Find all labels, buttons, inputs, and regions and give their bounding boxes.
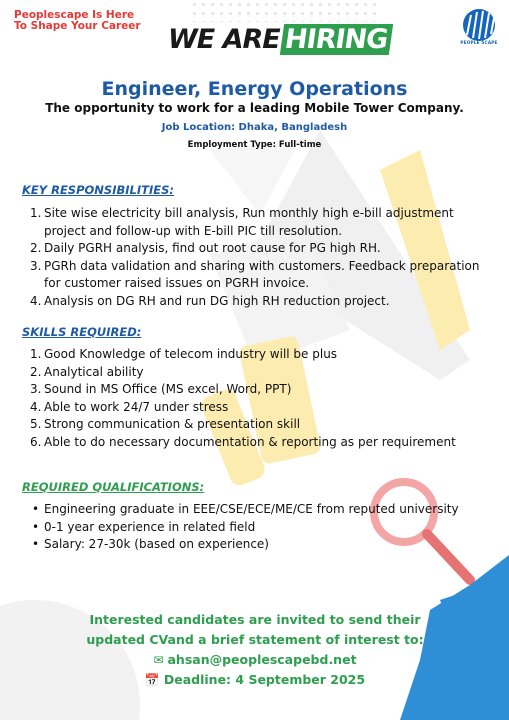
email-row bbox=[60, 650, 450, 670]
responsibilities-list bbox=[30, 205, 480, 310]
brand-line-1: Peoplescape Is Here bbox=[14, 9, 135, 21]
list-item: 1. Good Knowledge of telecom industry will be plus bbox=[30, 347, 338, 361]
we-are-text: WE ARE bbox=[168, 24, 280, 55]
list-item: 2. Analytical ability bbox=[30, 364, 144, 379]
responsibilities-heading: KEY RESPONSIBILITIES: bbox=[22, 183, 174, 197]
deadline-text: Deadline: 4 September 2025 bbox=[163, 672, 366, 687]
list-item: 5. Strong communication & presentation skill bbox=[30, 417, 301, 431]
job-title: Engineer, Energy Operations bbox=[101, 78, 408, 100]
hiring-badge: HIRING bbox=[280, 24, 394, 55]
list-item: • Engineering graduate in EEE/CSE/ECE/ME/CE from reputed university bbox=[32, 502, 459, 516]
list-item: • 0-1 year experience in related field bbox=[32, 519, 256, 534]
list-item: • Salary: 27-30k (based on experience) bbox=[32, 537, 269, 551]
brand-tagline bbox=[14, 10, 141, 32]
list-item: 3. PGRh data validation and sharing with customers. Feedback preparation for customer raised issues on PGRH invoice. bbox=[30, 258, 480, 290]
skills-list bbox=[30, 346, 480, 451]
list-item: 4. Analysis on DG RH and run DG high RH reduction project. bbox=[30, 293, 390, 308]
job-subtitle: The opportunity to work for a leading Mobile Tower Company. bbox=[45, 101, 464, 115]
list-item: 2. Daily PGRH analysis, find out root cause for PG high RH. bbox=[30, 241, 381, 255]
list-item: 6. Able to do necessary documentation & reporting as per requirement bbox=[30, 434, 456, 449]
calendar-icon: 📅 bbox=[144, 673, 160, 687]
deadline-row bbox=[60, 670, 450, 690]
qualifications-list bbox=[30, 501, 480, 554]
application-instructions bbox=[60, 610, 450, 690]
cta-line-2: updated CVand a brief statement of interest to: bbox=[86, 632, 424, 647]
list-item: 1. Site wise electricity bill analysis, Run monthly high e-bill adjustment project and follow-up with E-bill PIC till resolution. bbox=[30, 206, 454, 238]
logo-text: PEOPLE SCAPE bbox=[460, 40, 498, 45]
list-item: 3. Sound in MS Office (MS excel, Word, PPT) bbox=[30, 382, 292, 396]
envelope-icon: ✉ bbox=[153, 653, 164, 667]
employment-type: Employment Type: Full-time bbox=[187, 140, 322, 150]
skills-heading: SKILLS REQUIRED: bbox=[22, 325, 142, 339]
brand-line-2: To Shape Your Career bbox=[14, 20, 141, 32]
cta-line-1: Interested candidates are invited to send their bbox=[89, 612, 421, 627]
hiring-headline bbox=[168, 24, 391, 55]
qualifications-heading: REQUIRED QUALIFICATIONS: bbox=[22, 480, 205, 494]
list-item: 4. Able to work 24/7 under stress bbox=[30, 399, 229, 414]
email-address[interactable]: ahsan@peoplescapebd.net bbox=[167, 652, 357, 667]
job-location: Job Location: Dhaka, Bangladesh bbox=[161, 122, 348, 133]
